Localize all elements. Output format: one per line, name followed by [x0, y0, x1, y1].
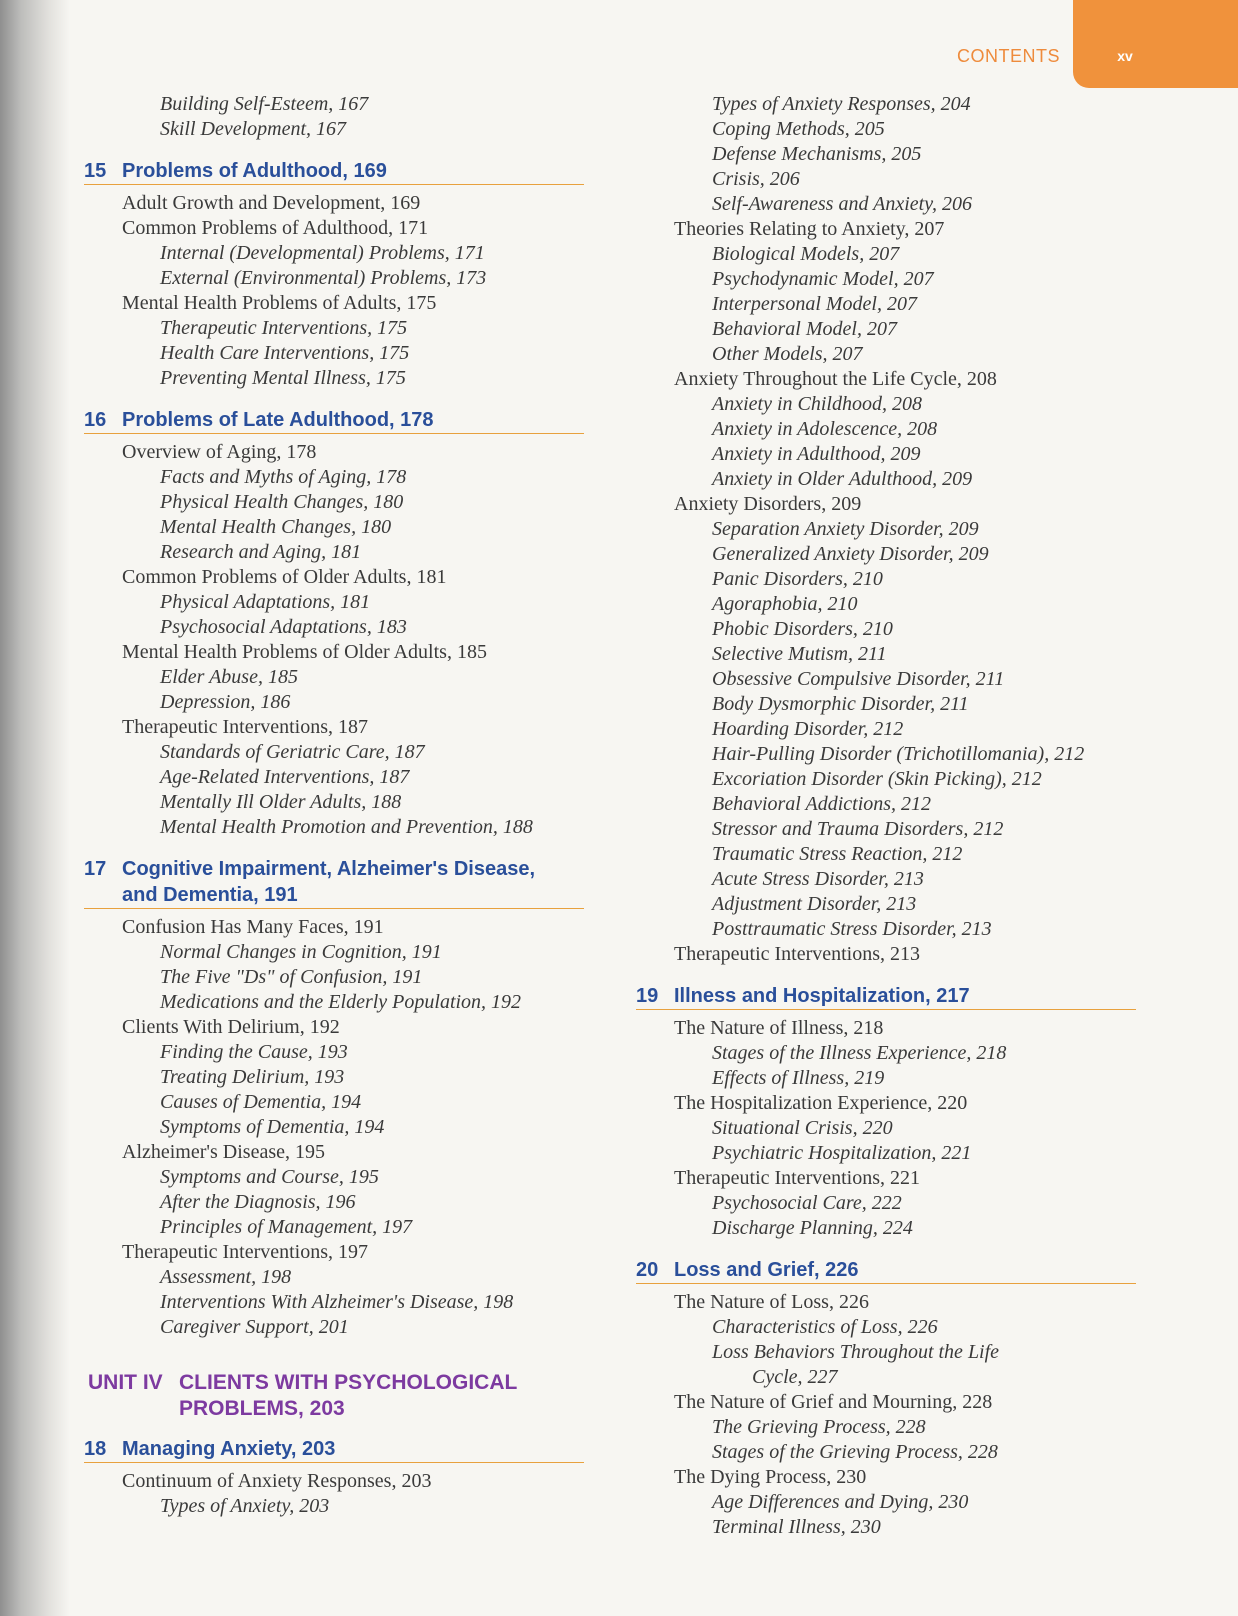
toc-subentry[interactable]: Stages of the Grieving Process, 228 — [712, 1441, 998, 1463]
unit-title-line-2: PROBLEMS, 203 — [179, 1397, 345, 1420]
left-column — [84, 92, 584, 1535]
chapter-heading[interactable] — [636, 1257, 1136, 1284]
toc-subentry[interactable]: Types of Anxiety Responses, 204 — [712, 93, 971, 115]
chapter-15 — [84, 158, 584, 391]
toc-subentry[interactable]: Excoriation Disorder (Skin Picking), 212 — [712, 768, 1042, 790]
toc-entry[interactable]: Confusion Has Many Faces, 191 — [122, 916, 384, 938]
toc-subentry[interactable]: Posttraumatic Stress Disorder, 213 — [712, 918, 992, 940]
chapter-title-line-1: Cognitive Impairment, Alzheimer's Disease, — [122, 858, 536, 880]
toc-subentry[interactable]: Mental Health Promotion and Prevention, 188 — [160, 816, 533, 838]
toc-subentry[interactable]: Terminal Illness, 230 — [712, 1516, 881, 1538]
toc-entry[interactable]: Therapeutic Interventions, 221 — [674, 1167, 921, 1189]
intro-entries — [84, 92, 584, 142]
toc-subentry[interactable]: Principles of Management, 197 — [160, 1216, 413, 1238]
entry-list — [84, 915, 584, 1340]
toc-subentry[interactable]: Situational Crisis, 220 — [712, 1117, 893, 1139]
toc-subentry[interactable]: After the Diagnosis, 196 — [160, 1191, 356, 1213]
toc-subentry[interactable]: Adjustment Disorder, 213 — [712, 893, 917, 915]
toc-subentry[interactable]: Defense Mechanisms, 205 — [712, 143, 922, 165]
toc-subentry[interactable]: Obsessive Compulsive Disorder, 211 — [712, 668, 1005, 690]
toc-subentry[interactable]: Causes of Dementia, 194 — [160, 1091, 362, 1113]
entry-list — [636, 1290, 1136, 1540]
toc-entry[interactable]: The Nature of Loss, 226 — [674, 1291, 869, 1313]
toc-subentry[interactable]: Caregiver Support, 201 — [160, 1316, 349, 1338]
toc-subentry[interactable]: Phobic Disorders, 210 — [712, 618, 893, 640]
toc-entry[interactable]: Anxiety Disorders, 209 — [674, 493, 862, 515]
toc-subentry[interactable]: Agoraphobia, 210 — [712, 593, 858, 615]
toc-subentry[interactable]: Stages of the Illness Experience, 218 — [712, 1042, 1007, 1064]
toc-subentry[interactable]: Anxiety in Adolescence, 208 — [712, 418, 938, 440]
toc-entry[interactable]: The Hospitalization Experience, 220 — [674, 1092, 968, 1114]
toc-entry[interactable]: Mental Health Problems of Older Adults, 185 — [122, 641, 487, 663]
toc-entry[interactable]: Alzheimer's Disease, 195 — [122, 1141, 325, 1163]
unit-title-line-1: CLIENTS WITH PSYCHOLOGICAL — [179, 1371, 518, 1394]
toc-subentry[interactable]: Physical Adaptations, 181 — [160, 591, 371, 613]
toc-subentry[interactable]: Psychodynamic Model, 207 — [712, 268, 934, 290]
toc-subentry[interactable]: Psychosocial Care, 222 — [712, 1192, 902, 1214]
chapter-number: 16 — [84, 409, 107, 431]
entry-list — [84, 1469, 584, 1519]
toc-subentry[interactable]: Psychosocial Adaptations, 183 — [160, 616, 407, 638]
chapter-18 — [84, 1436, 584, 1519]
toc-subentry[interactable]: Anxiety in Older Adulthood, 209 — [712, 468, 973, 490]
right-column — [636, 92, 1136, 1556]
chapter-heading[interactable] — [84, 856, 584, 909]
toc-subentry[interactable]: Crisis, 206 — [712, 168, 800, 190]
toc-subentry[interactable]: Cycle, 227 — [752, 1366, 838, 1388]
toc-subentry[interactable]: Finding the Cause, 193 — [160, 1041, 348, 1063]
toc-subentry[interactable]: Panic Disorders, 210 — [712, 568, 883, 590]
toc-entry[interactable]: Therapeutic Interventions, 213 — [674, 943, 921, 965]
toc-subentry[interactable]: Mental Health Changes, 180 — [160, 516, 392, 538]
toc-subentry[interactable]: Stressor and Trauma Disorders, 212 — [712, 818, 1004, 840]
page-number-tab — [1073, 0, 1238, 88]
toc-subentry[interactable]: Generalized Anxiety Disorder, 209 — [712, 543, 989, 565]
toc-subentry[interactable]: Anxiety in Adulthood, 209 — [712, 443, 921, 465]
toc-subentry[interactable]: The Five "Ds" of Confusion, 191 — [160, 966, 423, 988]
toc-subentry[interactable]: Age Differences and Dying, 230 — [712, 1491, 969, 1513]
toc-subentry[interactable]: External (Environmental) Problems, 173 — [160, 267, 487, 289]
toc-entry[interactable]: The Nature of Grief and Mourning, 228 — [674, 1391, 993, 1413]
toc-subentry[interactable]: Treating Delirium, 193 — [160, 1066, 345, 1088]
toc-entry[interactable]: Skill Development, 167 — [160, 118, 347, 140]
toc-subentry[interactable]: Selective Mutism, 211 — [712, 643, 887, 665]
toc-subentry[interactable]: Normal Changes in Cognition, 191 — [160, 941, 442, 963]
toc-entry[interactable]: Overview of Aging, 178 — [122, 441, 317, 463]
toc-subentry[interactable]: Internal (Developmental) Problems, 171 — [160, 242, 485, 264]
toc-subentry[interactable]: Therapeutic Interventions, 175 — [160, 317, 408, 339]
toc-subentry[interactable]: Types of Anxiety, 203 — [160, 1495, 330, 1517]
toc-subentry[interactable]: Characteristics of Loss, 226 — [712, 1316, 938, 1338]
toc-subentry[interactable]: Behavioral Model, 207 — [712, 318, 897, 340]
chapter-heading[interactable] — [84, 1436, 584, 1463]
toc-entry[interactable]: The Dying Process, 230 — [674, 1466, 867, 1488]
toc-subentry[interactable]: Facts and Myths of Aging, 178 — [160, 466, 407, 488]
toc-entry[interactable]: Adult Growth and Development, 169 — [122, 192, 421, 214]
chapter-number: 15 — [84, 160, 107, 182]
toc-subentry[interactable]: Loss Behaviors Throughout the Life — [712, 1341, 1000, 1363]
unit-heading[interactable] — [84, 1370, 584, 1422]
toc-entry[interactable]: The Nature of Illness, 218 — [674, 1017, 884, 1039]
chapter-19 — [636, 983, 1136, 1241]
chapter-number: 19 — [636, 985, 659, 1007]
toc-subentry[interactable]: Acute Stress Disorder, 213 — [712, 868, 924, 890]
toc-subentry[interactable]: Separation Anxiety Disorder, 209 — [712, 518, 979, 540]
toc-subentry[interactable]: Self-Awareness and Anxiety, 206 — [712, 193, 972, 215]
toc-subentry[interactable]: Interpersonal Model, 207 — [712, 293, 917, 315]
toc-subentry[interactable]: Behavioral Addictions, 212 — [712, 793, 932, 815]
chapter-number: 20 — [636, 1259, 659, 1281]
toc-subentry[interactable]: Assessment, 198 — [160, 1266, 292, 1288]
chapter-title: Problems of Late Adulthood, 178 — [122, 409, 434, 431]
chapter-16 — [84, 407, 584, 840]
entry-list — [636, 92, 1136, 967]
toc-entry[interactable]: Building Self-Esteem, 167 — [160, 93, 369, 115]
chapter-title-line-2: and Dementia, 191 — [122, 884, 298, 906]
chapter-heading[interactable] — [84, 158, 584, 185]
toc-subentry[interactable]: Traumatic Stress Reaction, 212 — [712, 843, 963, 865]
chapter-17 — [84, 856, 584, 1340]
toc-subentry[interactable]: Body Dysmorphic Disorder, 211 — [712, 693, 969, 715]
toc-subentry[interactable]: Discharge Planning, 224 — [712, 1217, 913, 1239]
toc-subentry[interactable]: Hoarding Disorder, 212 — [712, 718, 904, 740]
toc-subentry[interactable]: Coping Methods, 205 — [712, 118, 885, 140]
entry-list — [636, 1016, 1136, 1241]
chapter-18-continued — [636, 92, 1136, 967]
toc-subentry[interactable]: Depression, 186 — [160, 691, 291, 713]
toc-entry[interactable]: Therapeutic Interventions, 187 — [122, 716, 369, 738]
toc-entry[interactable]: Therapeutic Interventions, 197 — [122, 1241, 369, 1263]
toc-subentry[interactable]: Elder Abuse, 185 — [160, 666, 298, 688]
toc-subentry[interactable]: Symptoms and Course, 195 — [160, 1166, 379, 1188]
toc-subentry[interactable]: Effects of Illness, 219 — [712, 1067, 885, 1089]
toc-subentry[interactable]: Biological Models, 207 — [712, 243, 900, 265]
toc-subentry[interactable]: Standards of Geriatric Care, 187 — [160, 741, 425, 763]
chapter-heading[interactable] — [84, 407, 584, 434]
toc-subentry[interactable]: Anxiety in Childhood, 208 — [712, 393, 922, 415]
entry-list — [84, 440, 584, 840]
toc-entry[interactable]: Clients With Delirium, 192 — [122, 1016, 340, 1038]
toc-entry[interactable]: Mental Health Problems of Adults, 175 — [122, 292, 437, 314]
toc-entry[interactable]: Common Problems of Older Adults, 181 — [122, 566, 447, 588]
toc-subentry[interactable]: Symptoms of Dementia, 194 — [160, 1116, 385, 1138]
entry-list — [84, 191, 584, 391]
book-spine-shadow — [0, 0, 70, 1616]
toc-subentry[interactable]: The Grieving Process, 228 — [712, 1416, 926, 1438]
chapter-title: Loss and Grief, 226 — [674, 1259, 859, 1281]
chapter-number: 18 — [84, 1438, 107, 1460]
toc-subentry[interactable]: Physical Health Changes, 180 — [160, 491, 404, 513]
unit-number: UNIT IV — [88, 1371, 163, 1394]
toc-subentry[interactable]: Health Care Interventions, 175 — [160, 342, 410, 364]
chapter-20 — [636, 1257, 1136, 1540]
toc-entry[interactable]: Continuum of Anxiety Responses, 203 — [122, 1470, 432, 1492]
chapter-title: Managing Anxiety, 203 — [122, 1438, 336, 1460]
toc-subentry[interactable]: Preventing Mental Illness, 175 — [160, 367, 406, 389]
chapter-number: 17 — [84, 858, 107, 880]
running-header: CONTENTS — [957, 46, 1060, 66]
toc-subentry[interactable]: Hair-Pulling Disorder (Trichotillomania), 212 — [712, 743, 1085, 765]
toc-entry[interactable]: Common Problems of Adulthood, 171 — [122, 217, 429, 239]
chapter-title: Illness and Hospitalization, 217 — [674, 985, 970, 1007]
chapter-title: Problems of Adulthood, 169 — [122, 160, 387, 182]
toc-subentry[interactable]: Research and Aging, 181 — [160, 541, 362, 563]
toc-subentry[interactable]: Interventions With Alzheimer's Disease, 198 — [160, 1291, 514, 1313]
toc-subentry[interactable]: Age-Related Interventions, 187 — [160, 766, 410, 788]
toc-entry[interactable]: Theories Relating to Anxiety, 207 — [674, 218, 945, 240]
toc-subentry[interactable]: Other Models, 207 — [712, 343, 863, 365]
toc-subentry[interactable]: Medications and the Elderly Population, 192 — [160, 991, 522, 1013]
toc-entry[interactable]: Anxiety Throughout the Life Cycle, 208 — [674, 368, 997, 390]
toc-subentry[interactable]: Psychiatric Hospitalization, 221 — [712, 1142, 972, 1164]
chapter-heading[interactable] — [636, 983, 1136, 1010]
toc-subentry[interactable]: Mentally Ill Older Adults, 188 — [160, 791, 402, 813]
page-number: xv — [1117, 48, 1133, 64]
